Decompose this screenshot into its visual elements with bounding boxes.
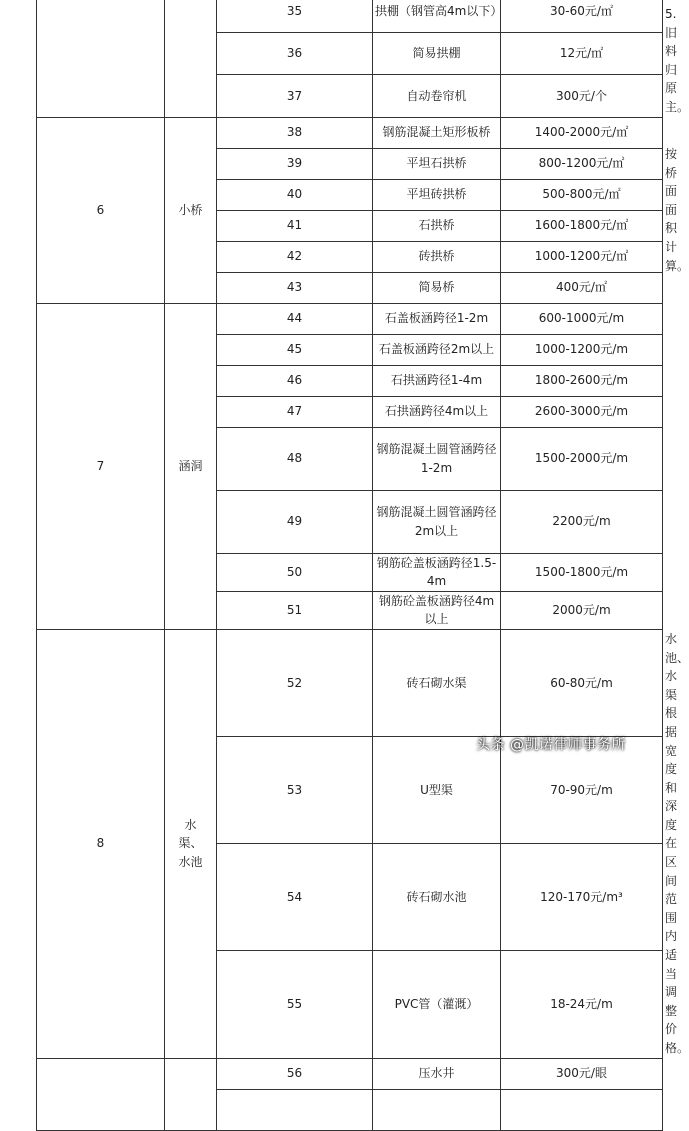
item-name: 自动卷帘机: [373, 75, 501, 117]
row-number: [217, 1089, 373, 1130]
row-number: 52: [217, 629, 373, 736]
item-price: 1500-1800元/m: [501, 553, 663, 591]
item-name: 拱棚（钢管高4m以下）: [373, 0, 501, 33]
item-name: 石盖板涵跨径2m以上: [373, 334, 501, 365]
row-number: 47: [217, 396, 373, 427]
item-price: 300元/个: [501, 75, 663, 117]
row-number: 50: [217, 553, 373, 591]
item-name: U型渠: [373, 737, 501, 844]
item-price: 1600-1800元/㎡: [501, 210, 663, 241]
item-price: 12元/㎡: [501, 33, 663, 75]
item-name: [373, 1089, 501, 1130]
row-number: 48: [217, 427, 373, 490]
item-price: 120-170元/m³: [501, 844, 663, 951]
row-number: 51: [217, 591, 373, 629]
item-price: 400元/㎡: [501, 272, 663, 303]
row-number: 43: [217, 272, 373, 303]
table-row: 6 小桥 38 钢筋混凝土矩形板桥 1400-2000元/㎡ 按桥面面积计算。: [37, 117, 663, 148]
category-number: 7: [37, 303, 165, 629]
item-price: [501, 1089, 663, 1130]
category-number-cell: [37, 1058, 165, 1130]
item-price: 2600-3000元/m: [501, 396, 663, 427]
item-name: 石拱桥: [373, 210, 501, 241]
item-name: 石盖板涵跨径1-2m: [373, 303, 501, 334]
row-number: 53: [217, 737, 373, 844]
item-name: 砖拱桥: [373, 241, 501, 272]
item-name: 压水井: [373, 1058, 501, 1089]
item-name: 钢筋砼盖板涵跨径1.5-4m: [373, 553, 501, 591]
item-name: 石拱涵跨径1-4m: [373, 365, 501, 396]
row-number: 36: [217, 33, 373, 75]
item-price: 2000元/m: [501, 591, 663, 629]
item-price: 500-800元/㎡: [501, 179, 663, 210]
category-name-cell: [165, 1058, 217, 1130]
item-price: 60-80元/m: [501, 629, 663, 736]
item-name: 钢筋混凝土矩形板桥: [373, 117, 501, 148]
row-number: 39: [217, 148, 373, 179]
row-number: 44: [217, 303, 373, 334]
row-number: 45: [217, 334, 373, 365]
item-price: 18-24元/m: [501, 951, 663, 1058]
item-name: 平坦砖拱桥: [373, 179, 501, 210]
item-price: 1800-2600元/m: [501, 365, 663, 396]
item-price: 300元/眼: [501, 1058, 663, 1089]
table-row: 35 拱棚（钢管高4m以下） 30-60元/㎡ 5. 旧料归原主。: [37, 0, 663, 33]
row-number: 40: [217, 179, 373, 210]
table-row: [37, 1058, 663, 1089]
row-number: 41: [217, 210, 373, 241]
category-number: 6: [37, 117, 165, 303]
category-name-line: 渠、: [178, 836, 203, 851]
category-name-line: 水: [184, 817, 197, 832]
item-name: PVC管（灌溉）: [373, 951, 501, 1058]
item-price: 2200元/m: [501, 490, 663, 553]
item-price: 30-60元/㎡: [501, 0, 663, 33]
item-price: 1000-1200元/㎡: [501, 241, 663, 272]
item-price: 70-90元/m: [501, 737, 663, 844]
row-number: 55: [217, 951, 373, 1058]
item-price: 1500-2000元/m: [501, 427, 663, 490]
row-number: 38: [217, 117, 373, 148]
category-name: 小桥: [165, 117, 217, 303]
table-row: 8 水 渠、 水池 52 砖石砌水渠 60-80元/m 水池、水渠根据宽度和深度在区间范围内适当调整价格。: [37, 629, 663, 736]
item-price: 1400-2000元/㎡: [501, 117, 663, 148]
row-number: 46: [217, 365, 373, 396]
category-name-line: 水池: [178, 855, 203, 870]
row-number: 54: [217, 844, 373, 951]
item-name: 平坦石拱桥: [373, 148, 501, 179]
item-name: 石拱涵跨径4m以上: [373, 396, 501, 427]
item-name: 钢筋混凝土圆管涵跨径1-2m: [373, 427, 501, 490]
item-price: 800-1200元/㎡: [501, 148, 663, 179]
item-name: 简易桥: [373, 272, 501, 303]
item-name: 简易拱棚: [373, 33, 501, 75]
row-number: 37: [217, 75, 373, 117]
item-name: 砖石砌水渠: [373, 629, 501, 736]
item-name: 砖石砌水池: [373, 844, 501, 951]
category-name: [165, 629, 217, 1058]
category-number: 8: [37, 629, 165, 1058]
compensation-table: [36, 0, 689, 1131]
category-number-cell: [37, 0, 165, 117]
table-row: [37, 303, 663, 334]
row-number: 56: [217, 1058, 373, 1089]
item-price: 600-1000元/m: [501, 303, 663, 334]
item-name: 钢筋砼盖板涵跨径4m以上: [373, 591, 501, 629]
watermark: 头条 @凯诺律师事务所: [476, 737, 626, 753]
item-name: 钢筋混凝土圆管涵跨径2m以上: [373, 490, 501, 553]
row-number: 49: [217, 490, 373, 553]
category-name-cell: [165, 0, 217, 117]
row-number: 35: [217, 0, 373, 33]
category-name: 涵洞: [165, 303, 217, 629]
item-price: 1000-1200元/m: [501, 334, 663, 365]
row-number: 42: [217, 241, 373, 272]
